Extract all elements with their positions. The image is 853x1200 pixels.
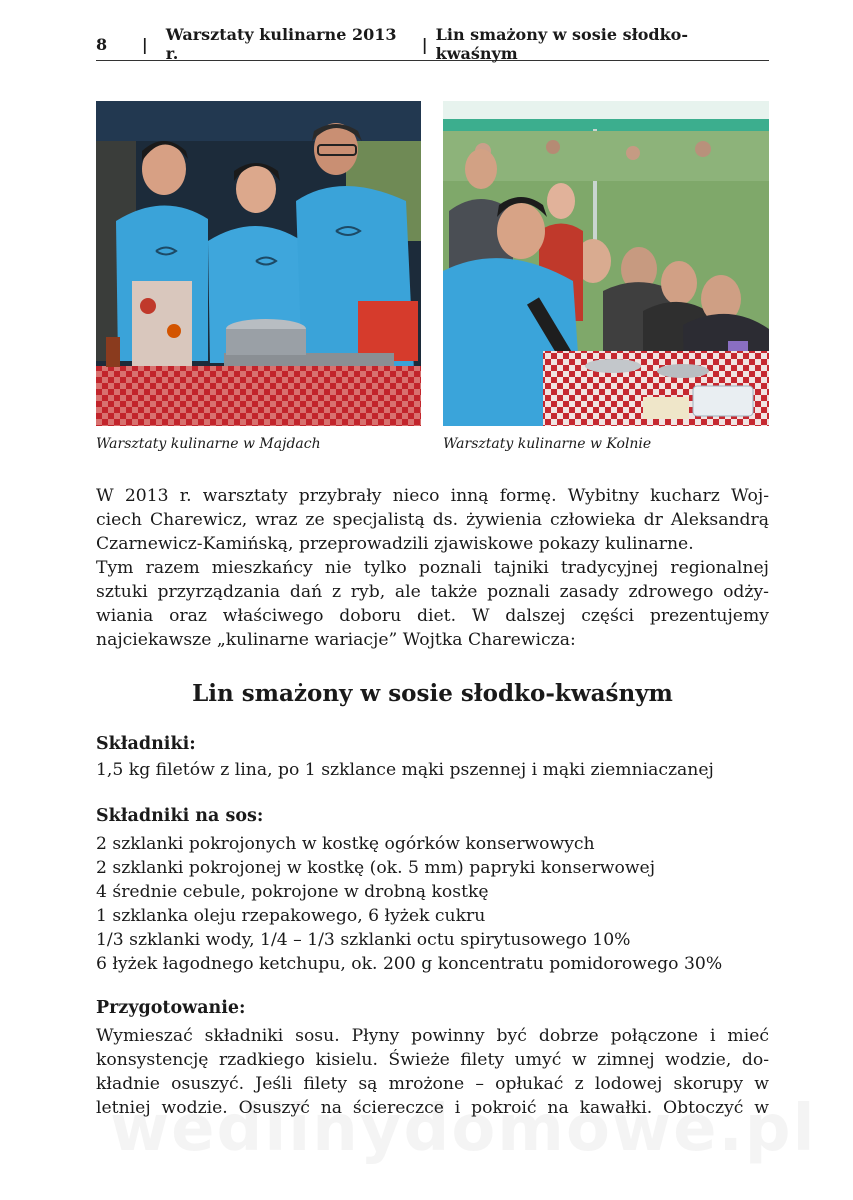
header-separator-2: |: [421, 34, 428, 54]
prep-line: konsystencję rzadkiego kisielu. Świeże filety umyć w zimnej wodzie, do-: [96, 1050, 769, 1070]
header-chapter: Lin smażony w sosie słodko-kwaśnym: [435, 25, 688, 63]
header-separator: |: [141, 34, 148, 54]
ingredient-item: 1,5 kg filetów z lina, po 1 szklance mąki pszennej i mąki ziemniaczanej: [96, 760, 714, 780]
sauce-list: [96, 832, 769, 976]
page-number: 8: [96, 34, 108, 54]
sauce-item: 6 łyżek łagodnego ketchupu, ok. 200 g koncentratu pomidorowego 30%: [96, 954, 723, 974]
prep-line: letniej wodzie. Osuszyć na ściereczce i pokroić na kawałki. Obtoczyć w: [96, 1098, 769, 1118]
intro-line: Tym razem mieszkańcy nie tylko poznali tajniki tradycyjnej regionalnej: [96, 558, 769, 578]
sauce-item: 1 szklanka oleju rzepakowego, 6 łyżek cukru: [96, 906, 486, 926]
watermark: [110, 1092, 750, 1166]
intro-line: ciech Charewicz, wraz ze specjalistą ds. żywienia człowieka dr Aleksandrą: [96, 510, 769, 530]
prep-heading: Przygotowanie:: [96, 998, 246, 1018]
caption-right: Warsztaty kulinarne w Kolnie: [443, 436, 652, 452]
sauce-heading: Składniki na sos:: [96, 806, 264, 826]
sauce-item: 1/3 szklanki wody, 1/4 – 1/3 szklanki octu spirytusowego 10%: [96, 930, 631, 950]
sauce-item: 2 szklanki pokrojonych w kostkę ogórków konserwowych: [96, 834, 595, 854]
header-section: Warsztaty kulinarne 2013 r.: [165, 25, 397, 63]
intro-line: Czarnewicz-Kamińską, przeprowadzili zjawiskowe pokazy kulinarne.: [96, 534, 694, 554]
prep-line: kładnie osuszyć. Jeśli filety są mrożone – opłukać z lodowej skorupy w: [96, 1074, 769, 1094]
intro-line: sztuki przyrządzania dań z ryb, ale także poznali zasady zdrowego odży-: [96, 582, 769, 602]
intro-paragraph: [96, 484, 769, 652]
sauce-item: 2 szklanki pokrojonej w kostkę (ok. 5 mm) papryki konserwowej: [96, 858, 656, 878]
running-header: [96, 25, 769, 63]
intro-line: W 2013 r. warsztaty przybrały nieco inną formę. Wybitny kucharz Woj-: [96, 486, 769, 506]
sauce-item: 4 średnie cebule, pokrojone w drobną kostkę: [96, 882, 489, 902]
intro-line: najciekawsze „kulinarne wariacje” Wojtka Charewicza:: [96, 630, 576, 650]
prep-line: Wymieszać składniki sosu. Płyny powinny być dobrze połączone i mieć: [96, 1026, 769, 1046]
ingredients-list: [96, 758, 769, 782]
recipe-title: Lin smażony w sosie słodko-kwaśnym: [192, 680, 673, 707]
photo-kolno: [443, 101, 769, 426]
intro-line: wiania oraz właściwego doboru diet. W dalszej części prezentujemy: [96, 606, 769, 626]
ingredients-heading: Składniki:: [96, 734, 196, 754]
photo-majdy: [96, 101, 421, 426]
caption-left: Warsztaty kulinarne w Majdach: [96, 436, 321, 452]
